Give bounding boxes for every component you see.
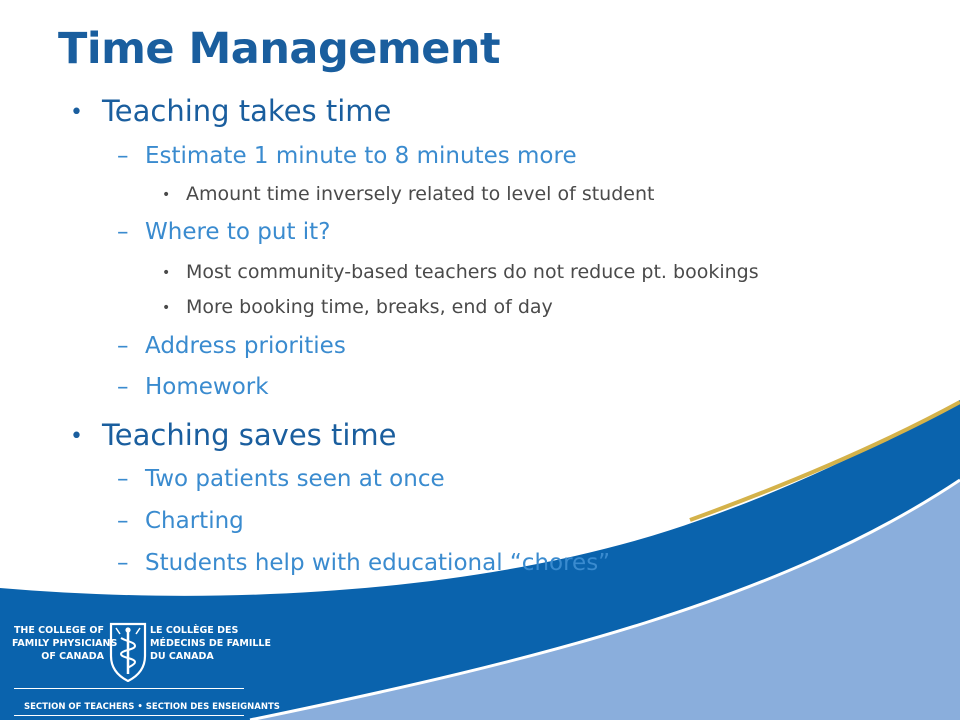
bullet-dash-icon: – [117, 219, 129, 245]
bullet-item [162, 183, 655, 205]
bullet-item [162, 296, 553, 318]
bullet-dot-icon: • [162, 265, 171, 281]
bullet-text: Estimate 1 minute to 8 minutes more [145, 143, 577, 169]
logo-line: LE COLLÈGE DES [150, 625, 239, 636]
logo-text-french [150, 624, 271, 663]
bullet-item [117, 466, 445, 492]
cfpc-logo [10, 618, 280, 718]
bullet-text: Address priorities [145, 333, 346, 359]
logo-divider [14, 715, 244, 716]
bullet-item [162, 261, 759, 283]
slide-title: Time Management [58, 24, 501, 74]
bullet-text: Where to put it? [145, 219, 331, 245]
bullet-text: Two patients seen at once [145, 466, 445, 492]
bullet-text: Teaching takes time [102, 94, 392, 128]
bullet-item [117, 143, 577, 169]
bullet-text: Charting [145, 508, 244, 534]
bullet-item [117, 219, 331, 245]
bullet-text: Homework [145, 374, 269, 400]
logo-section-label: SECTION OF TEACHERS • SECTION DES ENSEIGNANTS [24, 702, 280, 712]
bullet-text: Students help with educational “chores” [145, 550, 611, 576]
logo-divider [14, 688, 244, 689]
bullet-dash-icon: – [117, 508, 129, 534]
bullet-item [117, 374, 269, 400]
shield-crest-icon [108, 620, 148, 682]
logo-line: THE COLLEGE OF [13, 625, 104, 636]
logo-line: FAMILY PHYSICIANS [12, 638, 118, 649]
logo-line: MÉDECINS DE FAMILLE [150, 638, 271, 649]
bullet-text: Amount time inversely related to level of student [186, 183, 655, 205]
bullet-text: Most community-based teachers do not reduce pt. bookings [186, 261, 759, 283]
bullet-dash-icon: – [117, 550, 129, 576]
bullet-item [117, 550, 611, 576]
bullet-dot-icon: • [162, 300, 171, 316]
bullet-item [70, 94, 392, 128]
bullet-text: More booking time, breaks, end of day [186, 296, 553, 318]
bullet-dash-icon: – [117, 333, 129, 359]
logo-line: OF CANADA [41, 651, 104, 662]
bullet-dash-icon: – [117, 374, 129, 400]
bullet-text: Teaching saves time [102, 418, 397, 452]
bullet-dash-icon: – [117, 466, 129, 492]
bullet-dot-icon: • [70, 100, 83, 125]
bullet-dash-icon: – [117, 143, 129, 169]
bullet-dot-icon: • [70, 424, 83, 449]
logo-line: DU CANADA [150, 651, 214, 662]
bullet-item [70, 418, 397, 452]
bullet-dot-icon: • [162, 187, 171, 203]
logo-text-english [12, 624, 118, 663]
bullet-item [117, 508, 244, 534]
bullet-item [117, 333, 346, 359]
